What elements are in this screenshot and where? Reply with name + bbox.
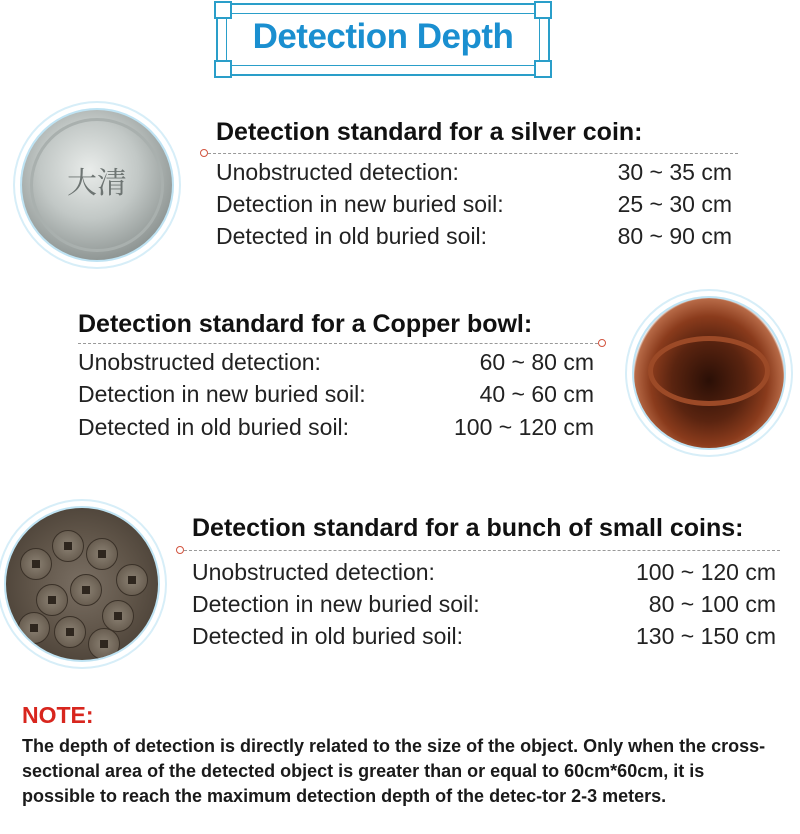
- small-coins-icon: [4, 506, 160, 662]
- table-row: [192, 591, 776, 619]
- row-value: 40 ~ 60 cm: [479, 381, 594, 407]
- row-label: Detected in old buried soil:: [78, 414, 350, 440]
- dash-divider: [78, 343, 598, 344]
- table-row: [78, 414, 594, 442]
- row-value: 100 ~ 120 cm: [453, 414, 594, 440]
- row-label: Unobstructed detection:: [78, 349, 321, 375]
- table-row: [78, 381, 594, 409]
- coin-glyph: 大清: [67, 166, 127, 201]
- section-heading: Detection standard for a Copper bowl:: [78, 310, 533, 338]
- row-label: Detection in new buried soil:: [192, 591, 480, 617]
- row-label: Detected in old buried soil:: [216, 223, 488, 249]
- row-value: 80 ~ 100 cm: [648, 591, 776, 617]
- table-row: [216, 159, 732, 187]
- table-row: [192, 559, 776, 587]
- coin-shape: [20, 548, 52, 580]
- frame-corner: [534, 60, 552, 78]
- dash-dot: [598, 339, 606, 347]
- section-heading: Detection standard for a silver coin:: [216, 118, 643, 146]
- coin-shape: [54, 616, 86, 648]
- dash-dot: [200, 149, 208, 157]
- table-row: [78, 349, 594, 377]
- coin-shape: [36, 584, 68, 616]
- title-frame: [216, 3, 550, 76]
- row-label: Unobstructed detection:: [192, 559, 435, 585]
- page-title: Detection Depth: [252, 17, 514, 56]
- row-value: 130 ~ 150 cm: [635, 623, 776, 649]
- coin-shape: [102, 600, 134, 632]
- row-value: 25 ~ 30 cm: [617, 191, 732, 217]
- coin-shape: [86, 538, 118, 570]
- dash-divider: [184, 550, 780, 551]
- coin-shape: [52, 530, 84, 562]
- frame-corner: [214, 60, 232, 78]
- row-label: Detected in old buried soil:: [192, 623, 464, 649]
- coin-shape: [18, 612, 50, 644]
- coin-shape: [70, 574, 102, 606]
- dash-dot: [176, 546, 184, 554]
- section-heading: Detection standard for a bunch of small coins:: [192, 514, 744, 542]
- row-value: 80 ~ 90 cm: [617, 223, 732, 249]
- coin-shape: [88, 628, 120, 660]
- coin-shape: [116, 564, 148, 596]
- row-label: Detection in new buried soil:: [78, 381, 366, 407]
- table-row: [192, 623, 776, 651]
- row-value: 60 ~ 80 cm: [479, 349, 594, 375]
- table-row: [216, 223, 732, 251]
- copper-bowl-icon: [632, 296, 786, 450]
- row-value: 100 ~ 120 cm: [635, 559, 776, 585]
- bowl-rim: [648, 336, 770, 406]
- row-label: Unobstructed detection:: [216, 159, 459, 185]
- row-label: Detection in new buried soil:: [216, 191, 504, 217]
- note-title: NOTE:: [22, 702, 94, 728]
- dash-divider: [208, 153, 738, 154]
- table-row: [216, 191, 732, 219]
- silver-coin-icon: [20, 108, 174, 262]
- row-value: 30 ~ 35 cm: [617, 159, 732, 185]
- note-text: The depth of detection is directly related to the size of the object. Only when the cross-sectional area of the detected object is greater than or equal to 60cm*60cm, it is possible to reach the maximum detection depth of the detec-tor 2-3 meters.: [22, 736, 766, 806]
